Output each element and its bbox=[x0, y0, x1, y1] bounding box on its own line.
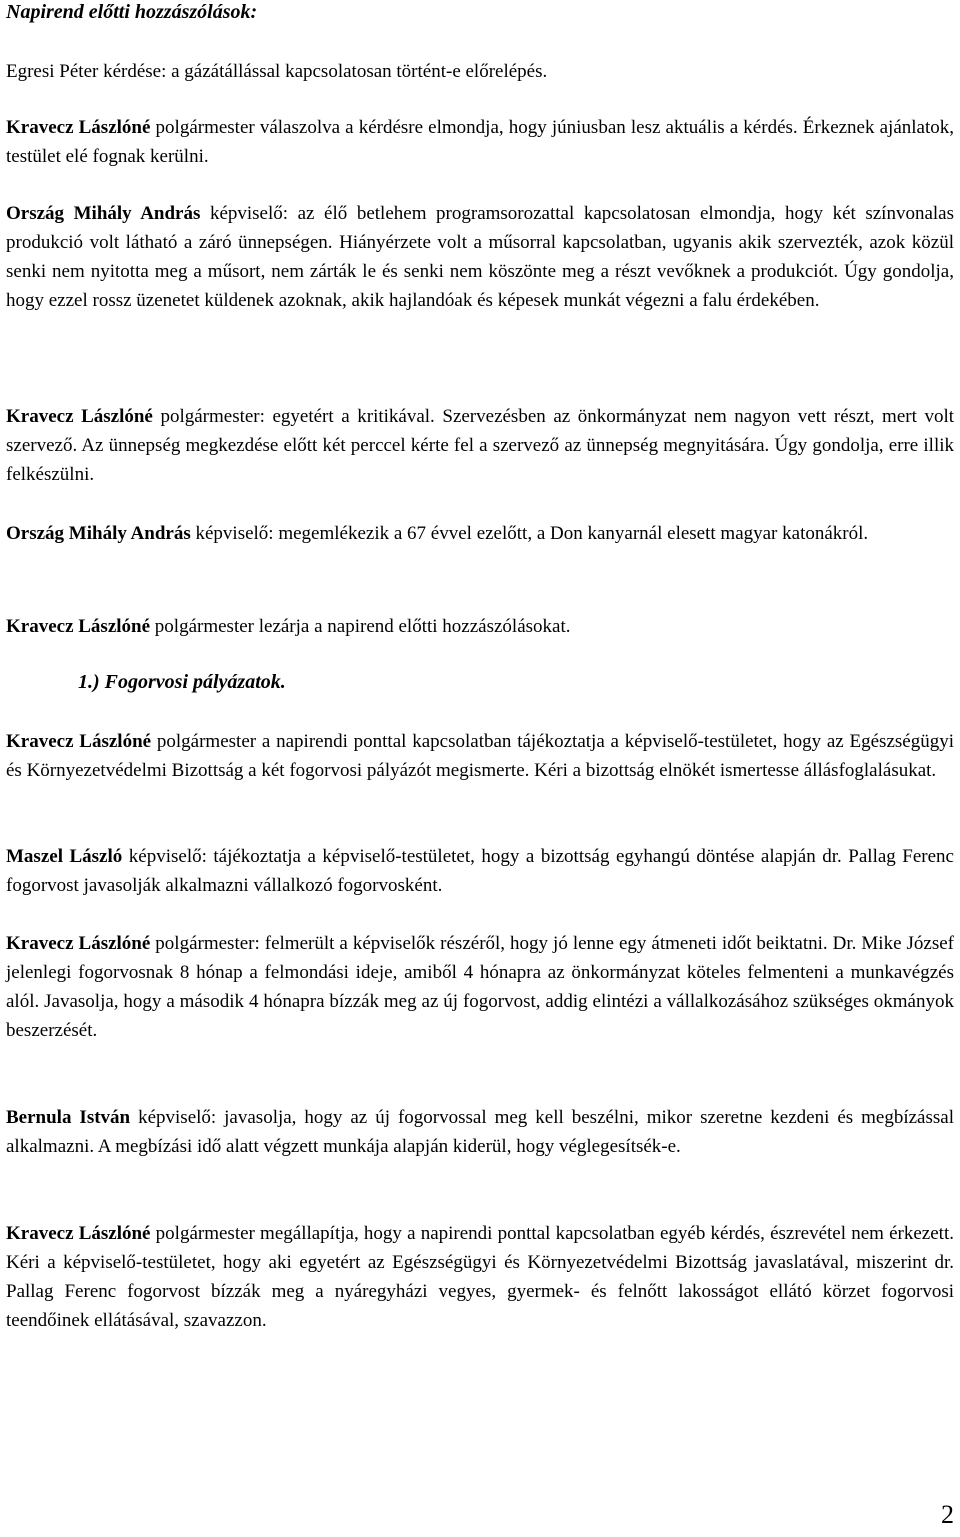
paragraph-text: Egresi Péter kérdése: a gázátállással kapcsolatosan történt-e előrelépés. bbox=[6, 61, 548, 82]
section-paragraph-5 bbox=[6, 1219, 954, 1335]
speaker-name: Kravecz Lászlóné bbox=[6, 933, 151, 954]
paragraph-text: polgármester válaszolva a kérdésre elmondja, hogy júniusban lesz aktuális a kérdés. Érkeznek ajánlatok, testület elé fognak kerülni. bbox=[6, 117, 954, 167]
paragraph-text: képviselő: megemlékezik a 67 évvel ezelőtt, a Don kanyarnál elesett magyar katonákról. bbox=[190, 523, 869, 544]
speaker-name: Kravecz Lászlóné bbox=[6, 406, 153, 427]
paragraph-2 bbox=[6, 113, 954, 171]
speaker-name: Ország Mihály András bbox=[6, 203, 201, 224]
paragraph-text: polgármester: felmerült a képviselők részéről, hogy jó lenne egy átmeneti időt beiktatni. Dr. Mike József jelenlegi fogorvosnak 8 hónap a felmondási ideje, amiből 4 hónapra az önkormányzat köteles felmenteni a munkavégzés alól. Javasolja, hogy a második 4 hónapra bízzák meg az új fogorvost, addig elintézi a vállalkozásához szükséges okmányok beszerzését. bbox=[6, 933, 954, 1041]
speaker-name: Kravecz Lászlóné bbox=[6, 117, 151, 138]
document-heading: Napirend előtti hozzászólások: bbox=[6, 1, 258, 23]
paragraph-text: polgármester: egyetért a kritikával. Szervezésben az önkormányzat nem nagyon vett részt, mert volt szervező. Az ünnepség megkezdése előtt két perccel kérte fel a szervező az ünnepség megnyitására. Úgy gondolja, erre illik felkészülni. bbox=[6, 406, 955, 485]
speaker-name: Kravecz Lászlóné bbox=[6, 731, 152, 752]
section-paragraph-1 bbox=[6, 727, 954, 785]
section-title: 1.) Fogorvosi pályázatok. bbox=[78, 671, 286, 693]
paragraph-text: képviselő: javasolja, hogy az új fogorvossal meg kell beszélni, mikor szeretne kezdeni és megbízással alkalmazni. A megbízási idő alatt végzett munkája alapján kiderül, hogy véglegesítsék-e. bbox=[6, 1107, 954, 1157]
speaker-name: Ország Mihály András bbox=[6, 523, 191, 544]
paragraph-text: képviselő: az élő betlehem programsorozattal kapcsolatosan elmondja, hogy két színvonalas produkció volt látható a záró ünnepségen. Hiányérzete volt a műsorral kapcsolatban, ugyanis akik szervezték, azok közül senki nem nyitotta meg a műsort, nem zárták le és senki nem köszönte meg a részt vevőknek a produkciót. Úgy gondolja, hogy ezzel rossz üzenetet küldenek azoknak, akik hajlandóak és képesek munkát végezni a falu érdekében. bbox=[6, 203, 954, 311]
speaker-name: Maszel László bbox=[6, 846, 123, 867]
speaker-name: Bernula István bbox=[6, 1107, 131, 1128]
page-number: 2 bbox=[941, 1500, 954, 1529]
section-paragraph-3 bbox=[6, 929, 954, 1045]
section-paragraph-4 bbox=[6, 1103, 954, 1161]
speaker-name: Kravecz Lászlóné bbox=[6, 1223, 151, 1244]
paragraph-5 bbox=[6, 519, 954, 548]
paragraph-1 bbox=[6, 57, 954, 86]
paragraph-text: polgármester lezárja a napirend előtti hozzászólásokat. bbox=[150, 616, 571, 637]
paragraph-6 bbox=[6, 612, 954, 641]
paragraph-text: képviselő: tájékoztatja a képviselő-testületet, hogy a bizottság egyhangú döntése alapján dr. Pallag Ferenc fogorvost javasolják alkalmazni vállalkozó fogorvosként. bbox=[6, 846, 954, 896]
paragraph-text: polgármester megállapítja, hogy a napirendi ponttal kapcsolatban egyéb kérdés, észrevétel nem érkezett. Kéri a képviselő-testületet, hogy aki egyetért az Egészségügyi és Környezetvédelmi Bizottság javaslatával, miszerint dr. Pallag Ferenc fogorvost bízzák meg a nyáregyházi vegyes, gyermek- és felnőtt lakosságot ellátó körzet fogorvosi teendőinek ellátásával, szavazzon. bbox=[6, 1223, 954, 1331]
speaker-name: Kravecz Lászlóné bbox=[6, 616, 151, 637]
section-paragraph-2 bbox=[6, 842, 954, 900]
paragraph-3 bbox=[6, 199, 954, 315]
paragraph-4 bbox=[6, 402, 954, 489]
paragraph-text: polgármester a napirendi ponttal kapcsolatban tájékoztatja a képviselő-testületet, hogy az Egészségügyi és Környezetvédelmi Bizottság a két fogorvosi pályázót megismerte. Kéri a bizottság elnökét ismertesse állásfoglalásukat. bbox=[6, 731, 954, 781]
